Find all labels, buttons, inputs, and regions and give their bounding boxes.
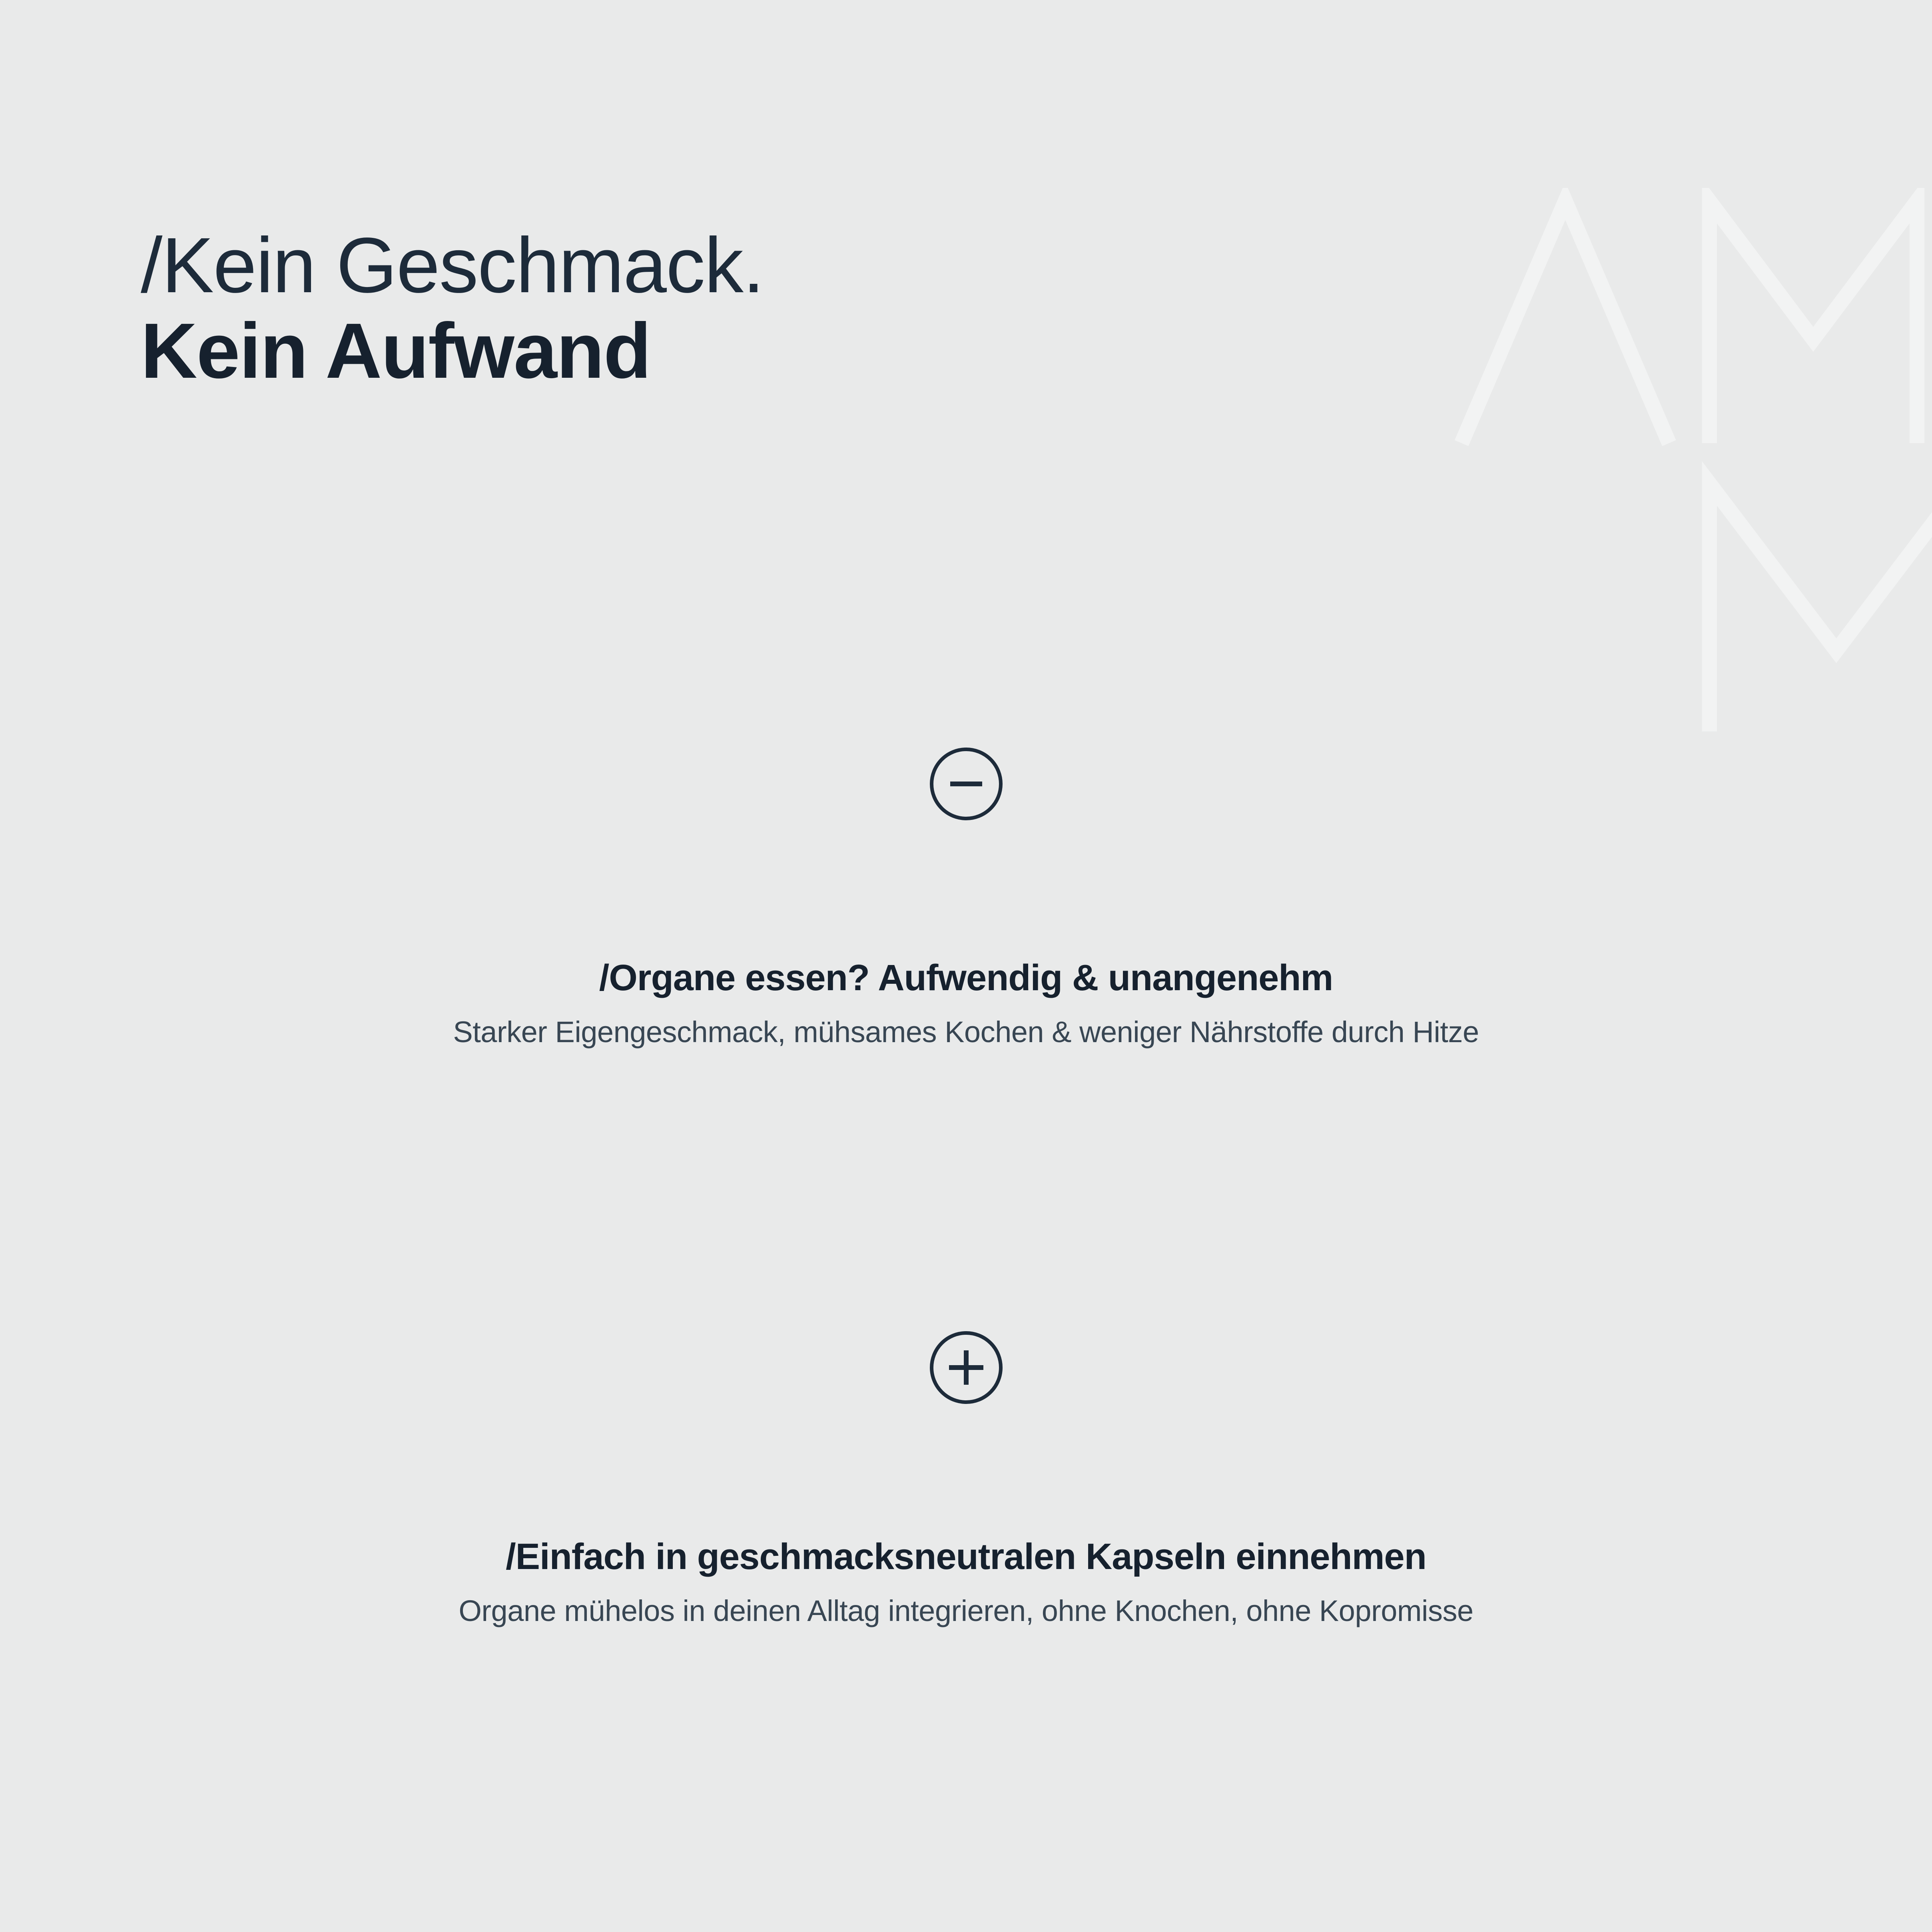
- headline-line-2: Kein Aufwand: [141, 307, 651, 395]
- comparison-positive-title: /Einfach in geschmacksneutralen Kapseln einnehmen: [506, 1536, 1426, 1577]
- headline-line-1: /Kein Geschmack.: [141, 221, 764, 309]
- comparison-positive-subtitle: Organe mühelos in deinen Alltag integrieren, ohne Knochen, ohne Kopromisse: [459, 1594, 1473, 1627]
- comparison-negative-title: /Organe essen? Aufwendig & unangenehm: [599, 957, 1333, 998]
- comparison-negative-subtitle: Starker Eigengeschmack, mühsames Kochen & weniger Nährstoffe durch Hitze: [453, 1015, 1479, 1049]
- plus-circle-icon: [930, 1331, 1003, 1404]
- comparison-row-positive: [0, 1331, 1932, 1628]
- headline: [141, 221, 1420, 395]
- am-monogram-watermark: [1392, 188, 1932, 768]
- minus-circle-icon: [930, 748, 1003, 820]
- comparison-row-negative: [0, 748, 1932, 1049]
